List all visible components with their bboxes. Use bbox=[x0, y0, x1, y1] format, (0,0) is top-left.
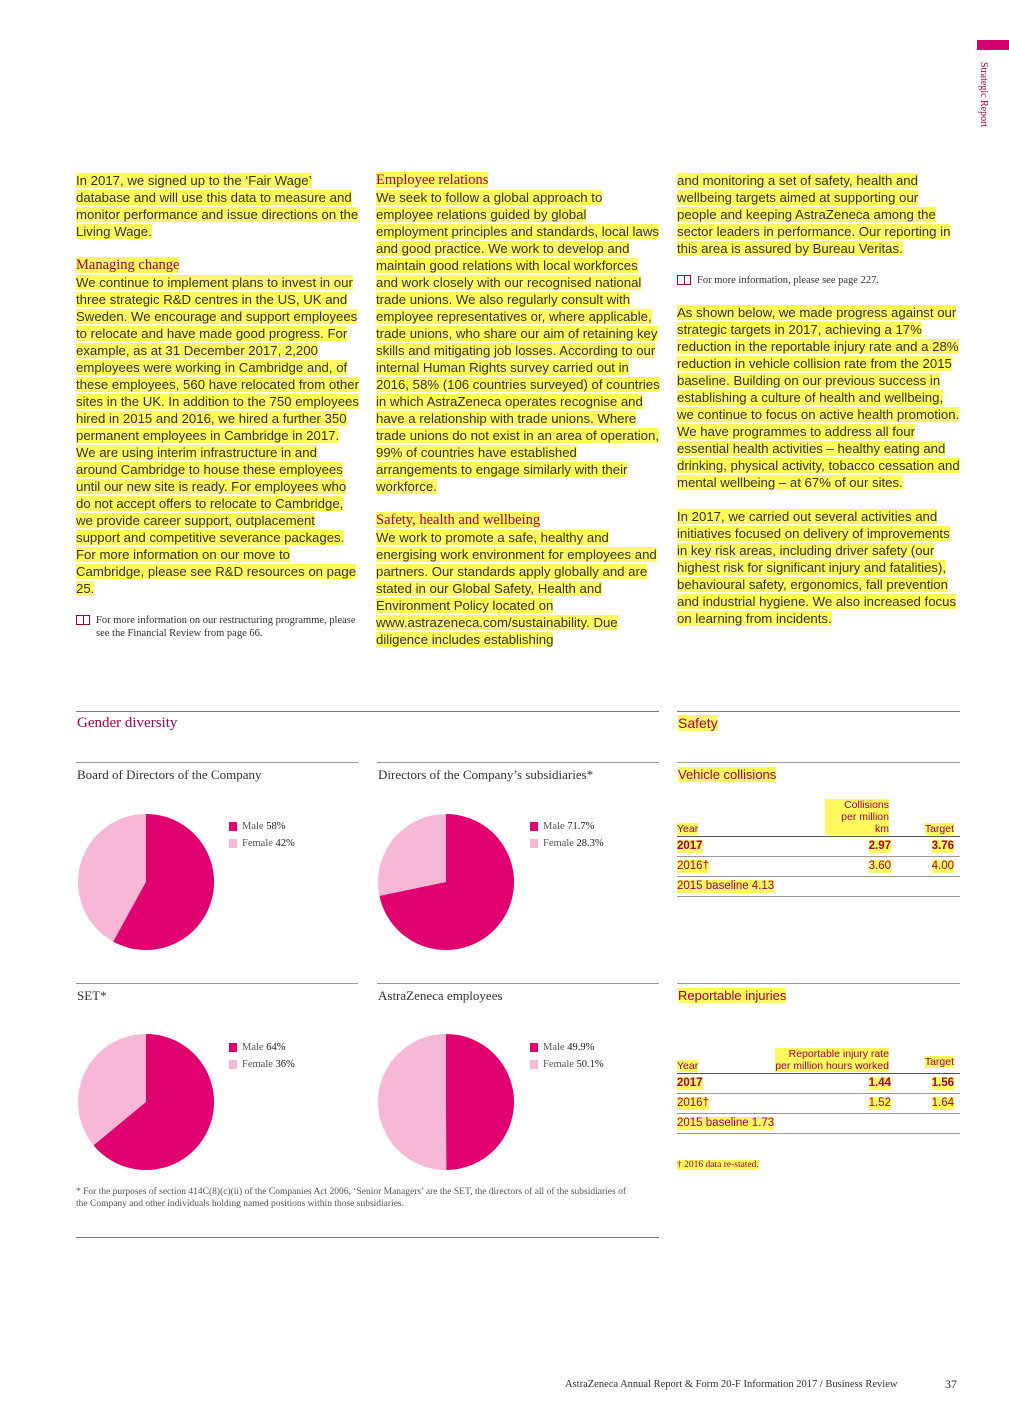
female-swatch bbox=[229, 1060, 237, 1069]
baseline: 2015 baseline 4.13 bbox=[677, 880, 775, 892]
legend-female-value: 50.1% bbox=[576, 1059, 604, 1070]
female-swatch bbox=[229, 839, 237, 848]
restated-footnote bbox=[677, 1160, 759, 1170]
page-footer: AstraZeneca Annual Report & Form 20-F Information 2017 / Business Review bbox=[565, 1379, 898, 1390]
female-swatch bbox=[530, 1060, 538, 1069]
row-year: 2017 bbox=[677, 840, 703, 852]
pie-chart-set bbox=[77, 1033, 215, 1171]
paragraph: We work to promote a safe, healthy and energising work environment for employees and partners. Our standards apply globally and are stated in our Global Safety, Health and Environment Policy located on www.astrazeneca.com/sustainability. Due diligence includes establishing bbox=[376, 530, 657, 647]
paragraph: We seek to follow a global approach to employee relations guided by global employment principles and standards, local laws and good practice. We work to develop and maintain good relations with local workforces and work closely with our recognised national trade unions. We also regularly consult with employee representatives or, where applicable, trade unions, who share our aim of retaining key skills and mitigating job losses. According to our internal Human Rights survey carried out in 2016, 58% (106 countries surveyed) of countries in which AstraZeneca operates recognise and have a relationship with trade unions. Where trade unions do not exist in an area of operation, 99% of countries have established arrangements to engage similarly with their workforce. bbox=[376, 190, 660, 494]
chart-divider bbox=[76, 762, 358, 763]
legend-board bbox=[229, 819, 295, 853]
section-divider bbox=[677, 711, 960, 712]
col-target: Target bbox=[924, 1056, 954, 1068]
legend-employees bbox=[530, 1040, 604, 1074]
legend-female-value: 28.3% bbox=[576, 838, 604, 849]
row-value: 3.60 bbox=[868, 860, 891, 872]
section-side-label: Strategic Report bbox=[978, 62, 989, 128]
male-swatch bbox=[530, 1043, 538, 1052]
legend-male-value: 58% bbox=[266, 821, 286, 832]
pie-chart-board bbox=[77, 813, 215, 951]
heading-managing-change: Managing change bbox=[76, 257, 180, 273]
row-year: 2016† bbox=[677, 1097, 709, 1109]
legend-item-female bbox=[229, 836, 295, 853]
legend-male-label: Male bbox=[543, 821, 565, 832]
table-divider bbox=[677, 983, 960, 984]
legend-item-female bbox=[229, 1057, 295, 1074]
paragraph: As shown below, we made progress against our strategic targets in 2017, achieving a 17% reduction in the reportable injury rate and a 28% reduction in vehicle collision rate from the 2015 baseline. Building on our previous success in establishing a culture of health and wellbeing, we continue to focus on active health promotion. We have programmes to address all four essential health activities – healthy eating and drinking, physical activity, tobacco cessation and mental wellbeing – at 67% of our sites. bbox=[677, 305, 960, 490]
vehicle-collisions-table bbox=[677, 799, 960, 897]
legend-item-male bbox=[229, 819, 295, 836]
female-swatch bbox=[530, 839, 538, 848]
table-row bbox=[677, 1074, 960, 1094]
paragraph: We continue to implement plans to invest in our three strategic R&D centres in the US, UK and Sweden. We encourage and support employees to relocate and have made good progress. For example, as at 31 December 2017, 2,200 employees were working in Cambridge and, of these employees, 560 have relocated from other sites in the UK. In addition to the 750 employees hired in 2015 and 2016, we hired a further 350 permanent employees in Cambridge in 2017. We are using interim infrastructure in and around Cambridge to house these employees until our new site is ready. For employees who do not accept offers to relocate to Cambridge, we provide career support, outplacement support and competitive severance packages. For more information on our move to Cambridge, please see R&D resources on page 25. bbox=[76, 275, 359, 596]
book-icon bbox=[76, 615, 90, 625]
col-metric-line-1: Reportable injury rate bbox=[775, 1048, 889, 1060]
legend-item-male bbox=[229, 1040, 295, 1057]
legend-female-value: 42% bbox=[275, 838, 295, 849]
chart-title-employees: AstraZeneca employees bbox=[378, 988, 503, 1003]
male-swatch bbox=[530, 822, 538, 831]
chart-title-board: Board of Directors of the Company bbox=[77, 767, 262, 782]
legend-item-male bbox=[530, 819, 604, 836]
col-metric-line-2: per million hours worked bbox=[775, 1060, 889, 1072]
cross-reference[interactable] bbox=[677, 274, 961, 287]
baseline: 2015 baseline 1.73 bbox=[677, 1117, 775, 1129]
pie-slice-male bbox=[446, 1034, 514, 1170]
chart-divider bbox=[76, 983, 358, 984]
text-column-3 bbox=[677, 172, 961, 644]
legend-female-label: Female bbox=[543, 1059, 574, 1070]
chart-title-subsidiaries: Directors of the Company’s subsidiaries* bbox=[378, 767, 594, 782]
legend-male-value: 49.9% bbox=[567, 1042, 595, 1053]
row-target: 3.76 bbox=[931, 840, 954, 852]
col-year: Year bbox=[677, 1060, 699, 1072]
gender-footnote: * For the purposes of section 414C(8)(c)(ii) of the Companies Act 2006, ‘Senior Managers’ are the SET, the directors of all of the subsidiaries of the Company and other individuals holding named positions within those subsidiaries. bbox=[76, 1187, 626, 1209]
row-value: 1.44 bbox=[868, 1077, 891, 1089]
col-metric-line-1: Collisions bbox=[825, 799, 889, 811]
row-year: 2017 bbox=[677, 1077, 703, 1089]
pie-chart-subsidiaries bbox=[377, 813, 515, 951]
safety-title bbox=[678, 714, 718, 732]
cross-reference-text: For more information on our restructuring programme, please see the Financial Review from page 66. bbox=[96, 615, 356, 639]
col-metric bbox=[825, 799, 889, 835]
col-target: Target bbox=[924, 823, 954, 835]
legend-item-female bbox=[530, 1057, 604, 1074]
legend-female-label: Female bbox=[242, 1059, 273, 1070]
text-column-2 bbox=[376, 172, 660, 665]
male-swatch bbox=[229, 1043, 237, 1052]
vehicle-collisions-title bbox=[678, 767, 776, 783]
legend-female-label: Female bbox=[242, 838, 273, 849]
pie-chart-employees bbox=[377, 1033, 515, 1171]
table-header bbox=[677, 1043, 960, 1074]
table-row bbox=[677, 837, 960, 857]
legend-set bbox=[229, 1040, 295, 1074]
legend-subsidiaries bbox=[530, 819, 604, 853]
paragraph: and monitoring a set of safety, health and wellbeing targets aimed at supporting our people and keeping AstraZeneca among the sector leaders in performance. Our reporting in this area is assured by Bureau Veritas. bbox=[677, 173, 951, 256]
legend-male-label: Male bbox=[543, 1042, 565, 1053]
chart-divider bbox=[377, 983, 659, 984]
legend-male-value: 64% bbox=[266, 1042, 286, 1053]
heading-employee-relations: Employee relations bbox=[376, 172, 489, 188]
chart-title-set: SET* bbox=[77, 988, 107, 1003]
table-row-baseline bbox=[677, 1114, 960, 1134]
table-row bbox=[677, 857, 960, 877]
col-year: Year bbox=[677, 823, 699, 835]
table-row bbox=[677, 1094, 960, 1114]
reportable-injuries-title-text: Reportable injuries bbox=[678, 988, 787, 1003]
vehicle-collisions-title-text: Vehicle collisions bbox=[678, 767, 777, 782]
section-divider bbox=[76, 711, 659, 712]
paragraph: In 2017, we signed up to the ‘Fair Wage’ database and will use this data to measure and monitor performance and issue directions on the Living Wage. bbox=[76, 173, 359, 239]
table-header bbox=[677, 799, 960, 837]
heading-safety-health-wellbeing: Safety, health and wellbeing bbox=[376, 512, 541, 528]
cross-reference-text: For more information, please see page 227. bbox=[697, 275, 879, 286]
reportable-injuries-table bbox=[677, 1043, 960, 1134]
text-column-1 bbox=[76, 172, 360, 657]
row-value: 1.52 bbox=[868, 1097, 891, 1109]
section-divider bbox=[76, 1237, 659, 1238]
safety-title-text: Safety bbox=[678, 715, 718, 731]
chart-divider bbox=[377, 762, 659, 763]
col-metric-line-2: per million km bbox=[825, 811, 889, 835]
table-divider bbox=[677, 762, 960, 763]
table-row-baseline bbox=[677, 877, 960, 897]
page-number: 37 bbox=[945, 1377, 957, 1391]
legend-male-label: Male bbox=[242, 821, 264, 832]
reportable-injuries-title bbox=[678, 988, 786, 1004]
col-metric bbox=[775, 1048, 889, 1072]
legend-female-label: Female bbox=[543, 838, 574, 849]
legend-male-value: 71.7% bbox=[567, 821, 595, 832]
gender-diversity-title: Gender diversity bbox=[77, 715, 178, 731]
legend-item-male bbox=[530, 1040, 604, 1057]
legend-female-value: 36% bbox=[275, 1059, 295, 1070]
row-target: 1.56 bbox=[931, 1077, 954, 1089]
row-year: 2016† bbox=[677, 860, 709, 872]
legend-male-label: Male bbox=[242, 1042, 264, 1053]
row-target: 1.64 bbox=[931, 1097, 954, 1109]
legend-item-female bbox=[530, 836, 604, 853]
paragraph: In 2017, we carried out several activities and initiatives focused on delivery of improvements in key risk areas, including driver safety (our highest risk for significant injury and fatalities), behavioural safety, ergonomics, fall prevention and industrial hygiene. We also increased focus on learning from incidents. bbox=[677, 509, 957, 626]
section-tab-marker bbox=[977, 40, 1009, 50]
row-target: 4.00 bbox=[931, 860, 954, 872]
restated-footnote-text: † 2016 data re-stated. bbox=[677, 1160, 759, 1170]
cross-reference[interactable] bbox=[76, 614, 360, 640]
row-value: 2.97 bbox=[868, 840, 891, 852]
book-icon bbox=[677, 275, 691, 285]
male-swatch bbox=[229, 822, 237, 831]
